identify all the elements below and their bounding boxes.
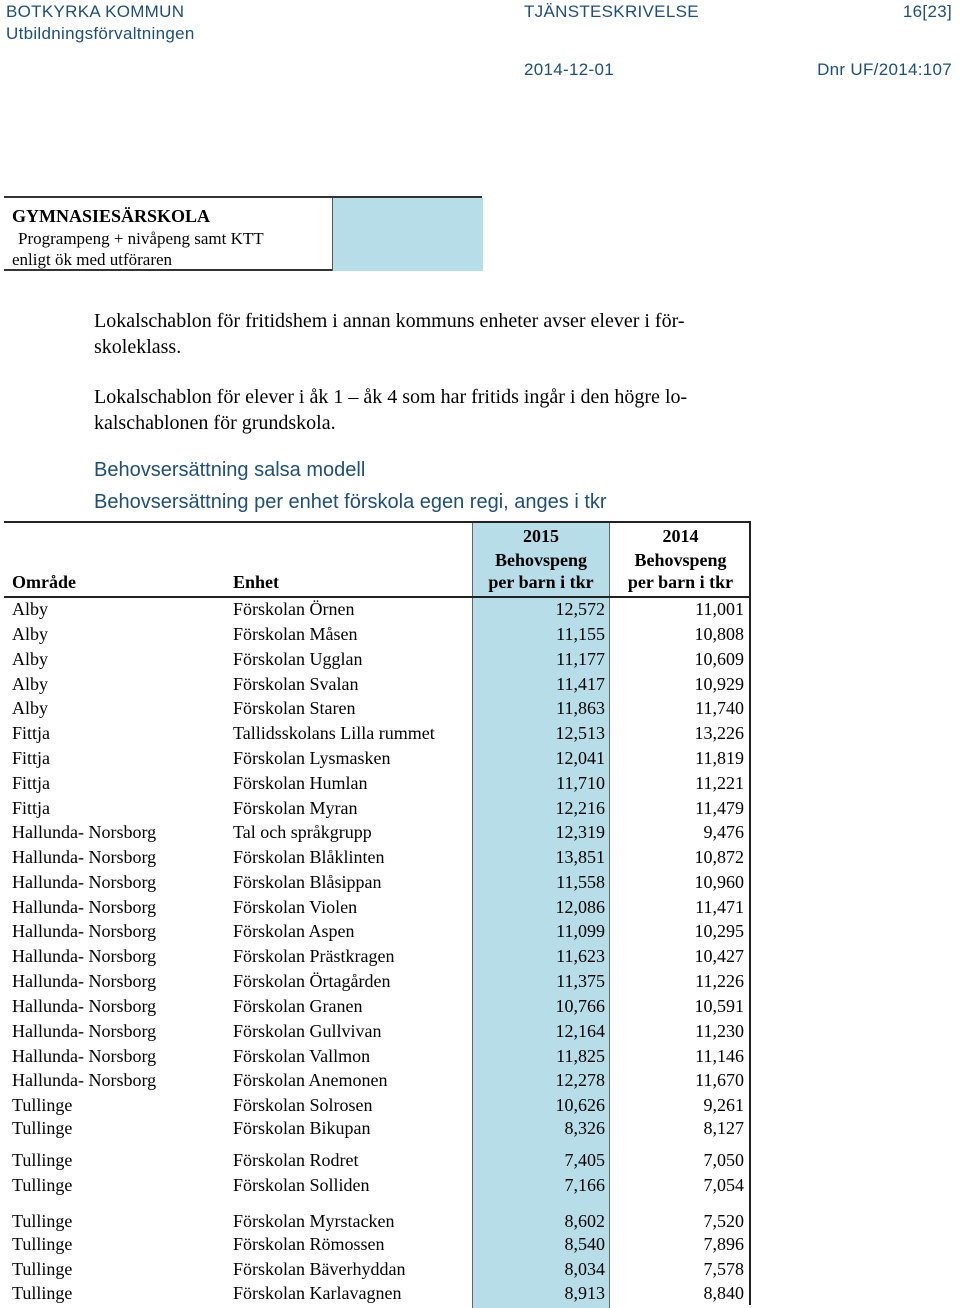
- cell-enhet: Förskolan Örnen: [233, 599, 355, 619]
- cell-omrade: Hallunda- Norsborg: [12, 1021, 157, 1041]
- column-header-2015-label2: per barn i tkr: [488, 572, 594, 592]
- cell-enhet: Förskolan Bäverhyddan: [233, 1259, 406, 1279]
- table-row: [0, 1150, 760, 1174]
- cell-2014: 10,295: [694, 921, 744, 941]
- cell-2014: 9,261: [703, 1095, 744, 1115]
- cell-enhet: Förskolan Myran: [233, 798, 358, 818]
- cell-2015: 7,166: [564, 1175, 605, 1195]
- cell-2014: 13,226: [694, 723, 744, 743]
- table-row: [0, 1259, 760, 1283]
- cell-2015: 11,099: [556, 921, 605, 941]
- table-row: [0, 773, 760, 797]
- cell-enhet: Förskolan Myrstacken: [233, 1211, 395, 1231]
- column-header-2015-year: 2015: [523, 526, 559, 546]
- cell-2015: 12,572: [555, 599, 605, 619]
- cell-enhet: Förskolan Karlavagnen: [233, 1283, 402, 1303]
- cell-omrade: Hallunda- Norsborg: [12, 921, 157, 941]
- cell-2014: 11,819: [695, 748, 744, 768]
- cell-2014: 11,740: [695, 698, 744, 718]
- cell-enhet: Förskolan Aspen: [233, 921, 355, 941]
- cell-2014: 11,230: [695, 1021, 744, 1041]
- cell-omrade: Alby: [12, 649, 48, 669]
- cell-omrade: Fittja: [12, 798, 51, 818]
- cell-2014: 11,471: [695, 897, 744, 917]
- gymnasiesarskola-line2: enligt ök med utföraren: [12, 250, 173, 269]
- table-row: [0, 946, 760, 970]
- cell-2014: 7,896: [703, 1234, 744, 1254]
- table-row: [0, 1211, 760, 1235]
- cell-2014: 11,670: [695, 1070, 744, 1090]
- heading-behovsersattning: Behovsersättning per enhet förskola egen regi, anges i tkr: [94, 491, 607, 513]
- table-row: [0, 996, 760, 1020]
- column-header-2015-label1: Behovspeng: [494, 550, 588, 570]
- cell-omrade: Tullinge: [12, 1150, 73, 1170]
- cell-2015: 12,319: [555, 822, 605, 842]
- cell-enhet: Tallidsskolans Lilla rummet: [233, 723, 435, 743]
- cell-2014: 10,872: [694, 847, 744, 867]
- department-name: Utbildningsförvaltningen: [6, 24, 195, 43]
- paragraph-lokalschablon-line1: Lokalschablon för elever i åk 1 – åk 4 som har fritids ingår i den högre lo-: [94, 386, 688, 408]
- table-row: [0, 599, 760, 623]
- table-row: [0, 1070, 760, 1094]
- cell-2015: 8,913: [564, 1283, 605, 1303]
- document-type: TJÄNSTESKRIVELSE: [524, 2, 699, 21]
- cell-enhet: Förskolan Granen: [233, 996, 363, 1016]
- cell-2015: 12,216: [555, 798, 605, 818]
- table-row: [0, 1095, 760, 1119]
- cell-enhet: Förskolan Ugglan: [233, 649, 363, 669]
- cell-omrade: Alby: [12, 674, 48, 694]
- cell-2015: 7,405: [564, 1150, 605, 1170]
- cell-2015: 12,086: [555, 897, 605, 917]
- cell-enhet: Förskolan Anemonen: [233, 1070, 388, 1090]
- cell-omrade: Hallunda- Norsborg: [12, 822, 157, 842]
- table-row: [0, 723, 760, 747]
- cell-enhet: Förskolan Römossen: [233, 1234, 385, 1254]
- cell-2015: 11,375: [556, 971, 605, 991]
- paragraph-fritidshem-line1: Lokalschablon för fritidshem i annan kommuns enheter avser elever i för-: [94, 310, 685, 332]
- cell-2015: 10,766: [555, 996, 605, 1016]
- cell-2014: 7,578: [703, 1259, 744, 1279]
- table-row: [0, 624, 760, 648]
- cell-enhet: Förskolan Rodret: [233, 1150, 359, 1170]
- cell-2015: 8,326: [564, 1118, 605, 1138]
- cell-2015: 11,863: [556, 698, 605, 718]
- cell-enhet: Förskolan Svalan: [233, 674, 359, 694]
- cell-omrade: Hallunda- Norsborg: [12, 1046, 157, 1066]
- table-row: [0, 1118, 760, 1142]
- cell-2015: 13,851: [555, 847, 605, 867]
- cell-2014: 11,479: [695, 798, 744, 818]
- cell-omrade: Alby: [12, 624, 48, 644]
- table-row: [0, 1283, 760, 1307]
- cell-enhet: Förskolan Solliden: [233, 1175, 370, 1195]
- cell-2015: 8,602: [564, 1211, 605, 1231]
- cell-enhet: Förskolan Humlan: [233, 773, 368, 793]
- cell-omrade: Tullinge: [12, 1234, 73, 1254]
- cell-enhet: Förskolan Staren: [233, 698, 356, 718]
- table-row: [0, 971, 760, 995]
- table-row: [0, 1175, 760, 1199]
- cell-enhet: Tal och språkgrupp: [233, 822, 372, 842]
- cell-2014: 10,427: [694, 946, 744, 966]
- cell-2015: 10,626: [555, 1095, 605, 1115]
- cell-2015: 12,513: [555, 723, 605, 743]
- cell-omrade: Hallunda- Norsborg: [12, 847, 157, 867]
- cell-2014: 10,591: [694, 996, 744, 1016]
- cell-2015: 11,623: [556, 946, 605, 966]
- cell-enhet: Förskolan Örtagården: [233, 971, 391, 991]
- table-row: [0, 748, 760, 772]
- cell-enhet: Förskolan Violen: [233, 897, 358, 917]
- cell-2015: 12,164: [555, 1021, 605, 1041]
- cell-enhet: Förskolan Lysmasken: [233, 748, 391, 768]
- cell-omrade: Hallunda- Norsborg: [12, 872, 157, 892]
- cell-enhet: Förskolan Blåsippan: [233, 872, 382, 892]
- table-row: [0, 872, 760, 896]
- table-row: [0, 649, 760, 673]
- cell-omrade: Fittja: [12, 773, 51, 793]
- table-row: [0, 921, 760, 945]
- cell-enhet: Förskolan Måsen: [233, 624, 358, 644]
- column-header-2014-label1: Behovspeng: [634, 550, 727, 570]
- document-date: 2014-12-01: [524, 60, 614, 79]
- cell-enhet: Förskolan Bikupan: [233, 1118, 371, 1138]
- cell-2014: 9,476: [703, 822, 744, 842]
- cell-omrade: Hallunda- Norsborg: [12, 971, 157, 991]
- table-row: [0, 798, 760, 822]
- table-row: [0, 847, 760, 871]
- cell-2015: 8,540: [564, 1234, 605, 1254]
- gymnasiesarskola-box: [4, 196, 482, 271]
- paragraph-fritidshem-line2: skoleklass.: [94, 336, 182, 358]
- cell-enhet: Förskolan Blåklinten: [233, 847, 385, 867]
- cell-omrade: Fittja: [12, 723, 51, 743]
- cell-2014: 7,520: [703, 1211, 744, 1231]
- table-row: [0, 1021, 760, 1045]
- cell-omrade: Tullinge: [12, 1095, 73, 1115]
- cell-omrade: Tullinge: [12, 1259, 73, 1279]
- table-row: [0, 822, 760, 846]
- table-row: [0, 698, 760, 722]
- cell-2015: 8,034: [564, 1259, 605, 1279]
- cell-2014: 7,054: [703, 1175, 744, 1195]
- cell-2014: 10,609: [694, 649, 744, 669]
- cell-2015: 11,155: [556, 624, 605, 644]
- cell-2015: 11,710: [556, 773, 605, 793]
- cell-omrade: Tullinge: [12, 1118, 73, 1138]
- cell-2014: 10,960: [694, 872, 744, 892]
- table-row: [0, 897, 760, 921]
- cell-2014: 11,221: [695, 773, 744, 793]
- gymnasiesarskola-line1: Programpeng + nivåpeng samt KTT: [18, 229, 264, 248]
- cell-enhet: Förskolan Prästkragen: [233, 946, 395, 966]
- cell-enhet: Förskolan Gullvivan: [233, 1021, 382, 1041]
- document-dnr: Dnr UF/2014:107: [817, 60, 952, 79]
- cell-omrade: Hallunda- Norsborg: [12, 897, 157, 917]
- heading-salsa-modell: Behovsersättning salsa modell: [94, 459, 366, 481]
- cell-omrade: Tullinge: [12, 1175, 73, 1195]
- cell-2014: 7,050: [703, 1150, 744, 1170]
- column-header-2014-label2: per barn i tkr: [627, 572, 734, 592]
- cell-enhet: Förskolan Solrosen: [233, 1095, 373, 1115]
- cell-2014: 11,146: [695, 1046, 744, 1066]
- cell-enhet: Förskolan Vallmon: [233, 1046, 371, 1066]
- cell-2014: 10,929: [694, 674, 744, 694]
- column-header-enhet: Enhet: [233, 572, 280, 592]
- table-row: [0, 674, 760, 698]
- cell-omrade: Fittja: [12, 748, 51, 768]
- table-row: [0, 1046, 760, 1070]
- table-row: [0, 1234, 760, 1258]
- cell-2014: 10,808: [694, 624, 744, 644]
- gymnasiesarskola-value-cell: [332, 198, 483, 271]
- cell-2014: 8,127: [703, 1118, 744, 1138]
- cell-2014: 8,840: [703, 1283, 744, 1303]
- table-header-divider: [4, 596, 751, 598]
- paragraph-lokalschablon-line2: kalschablonen för grundskola.: [94, 412, 336, 434]
- gymnasiesarskola-title: GYMNASIESÄRSKOLA: [12, 206, 211, 226]
- cell-omrade: Alby: [12, 698, 48, 718]
- cell-omrade: Tullinge: [12, 1211, 73, 1231]
- cell-omrade: Hallunda- Norsborg: [12, 1070, 157, 1090]
- cell-2015: 12,041: [555, 748, 605, 768]
- municipality-name: BOTKYRKA KOMMUN: [6, 2, 185, 21]
- cell-2014: 11,001: [695, 599, 744, 619]
- page-number: 16[23]: [902, 2, 952, 21]
- column-header-2014-year: 2014: [662, 526, 699, 546]
- cell-2015: 11,417: [556, 674, 605, 694]
- cell-omrade: Alby: [12, 599, 48, 619]
- cell-2015: 11,558: [556, 872, 605, 892]
- column-header-omrade: Område: [12, 572, 76, 592]
- cell-omrade: Tullinge: [12, 1283, 73, 1303]
- cell-2015: 11,177: [556, 649, 605, 669]
- cell-2015: 12,278: [555, 1070, 605, 1090]
- cell-omrade: Hallunda- Norsborg: [12, 946, 157, 966]
- cell-2015: 11,825: [556, 1046, 605, 1066]
- cell-omrade: Hallunda- Norsborg: [12, 996, 157, 1016]
- cell-2014: 11,226: [695, 971, 744, 991]
